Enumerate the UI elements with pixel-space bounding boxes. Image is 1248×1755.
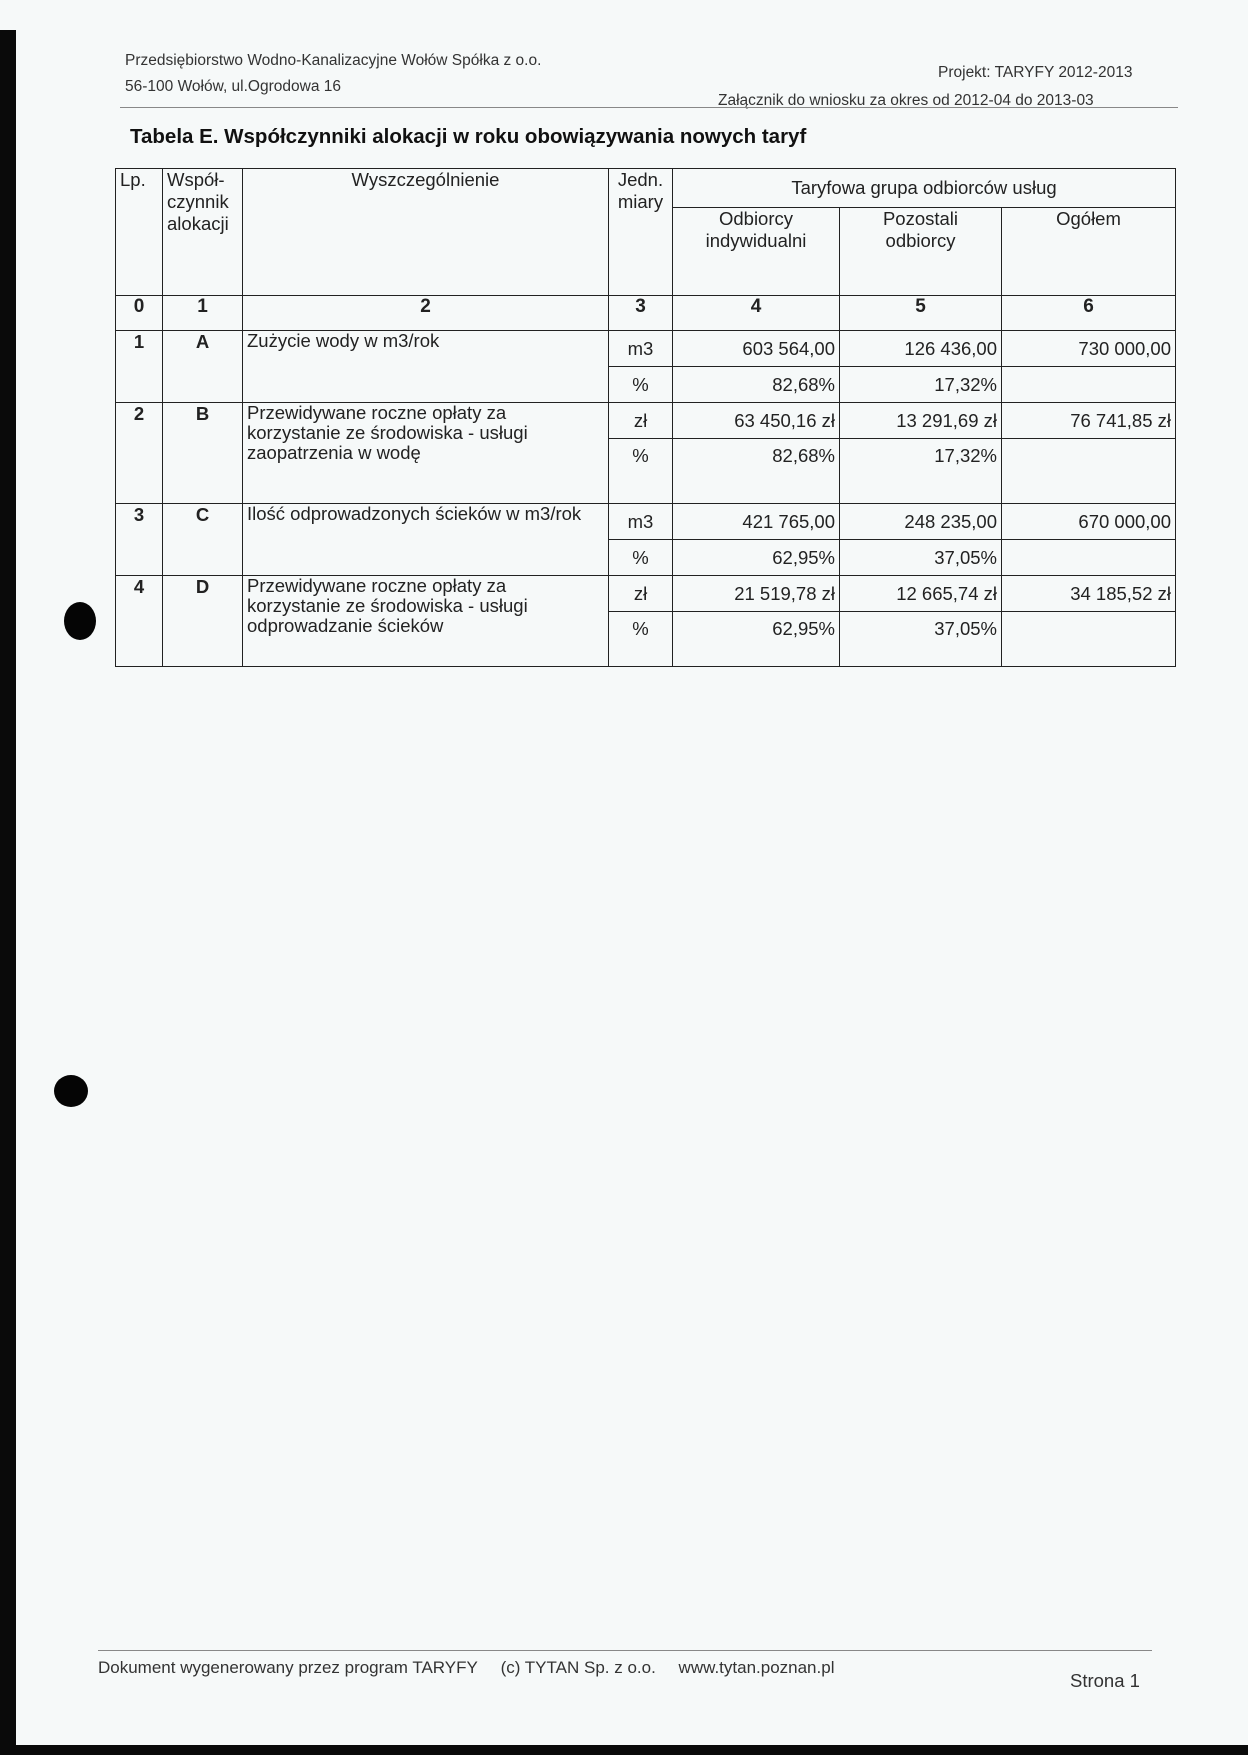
header-other: Pozostali odbiorcy: [840, 208, 1002, 296]
row-unit: zł: [609, 403, 673, 439]
punch-hole: [64, 602, 96, 640]
attachment-label: Załącznik do wniosku za okres od 2012-04 do 2013-03: [718, 92, 1094, 109]
value-individual: 82,68%: [673, 439, 840, 504]
row-unit: m3: [609, 504, 673, 540]
footer: [98, 1658, 852, 1678]
value-other: 126 436,00: [840, 331, 1002, 367]
row-lp: 3: [116, 504, 163, 576]
allocation-table: [115, 168, 1176, 667]
value-total: [1002, 612, 1176, 667]
col-index: 2: [243, 296, 609, 331]
header-individual: Odbiorcy indywidualni: [673, 208, 840, 296]
col-index: 4: [673, 296, 840, 331]
value-individual: 62,95%: [673, 612, 840, 667]
footer-website: www.tytan.poznan.pl: [678, 1658, 835, 1677]
row-unit: %: [609, 367, 673, 403]
column-index-row: [116, 296, 1176, 331]
page-number: Strona 1: [1070, 1670, 1140, 1691]
row-unit: %: [609, 439, 673, 504]
value-total: [1002, 367, 1176, 403]
value-total: [1002, 439, 1176, 504]
value-other: 248 235,00: [840, 504, 1002, 540]
value-individual: 421 765,00: [673, 504, 840, 540]
footer-generated: Dokument wygenerowany przez program TARYFY: [98, 1658, 478, 1677]
value-other: 17,32%: [840, 367, 1002, 403]
value-individual: 21 519,78 zł: [673, 576, 840, 612]
row-description: Ilość odprowadzonych ścieków w m3/rok: [243, 504, 609, 576]
row-lp: 1: [116, 331, 163, 403]
value-other: 37,05%: [840, 540, 1002, 576]
header-unit: Jedn. miary: [609, 169, 673, 296]
header-coefficient: Współ- czynnik alokacji: [163, 169, 243, 296]
footer-copyright: (c) TYTAN Sp. z o.o.: [500, 1658, 656, 1677]
col-index: 0: [116, 296, 163, 331]
value-other: 37,05%: [840, 612, 1002, 667]
row-unit: zł: [609, 576, 673, 612]
footer-rule: [98, 1650, 1152, 1651]
value-total: 34 185,52 zł: [1002, 576, 1176, 612]
row-description: Zużycie wody w m3/rok: [243, 331, 609, 403]
header-lp: Lp.: [116, 169, 163, 296]
row-unit: %: [609, 612, 673, 667]
value-total: 670 000,00: [1002, 504, 1176, 540]
header-row: [116, 169, 1176, 208]
row-coefficient: C: [163, 504, 243, 576]
col-index: 3: [609, 296, 673, 331]
value-total: 730 000,00: [1002, 331, 1176, 367]
header-specification: Wyszczególnienie: [243, 169, 609, 296]
project-label: Projekt: TARYFY 2012-2013: [938, 64, 1133, 81]
header-rule: [120, 107, 1178, 108]
scan-border-left: [0, 30, 16, 1755]
row-description: Przewidywane roczne opłaty za korzystanie ze środowiska - usługi zaopatrzenia w wodę: [243, 403, 609, 504]
col-index: 5: [840, 296, 1002, 331]
table-title: Tabela E. Współczynniki alokacji w roku obowiązywania nowych taryf: [130, 125, 807, 148]
value-individual: 603 564,00: [673, 331, 840, 367]
value-individual: 62,95%: [673, 540, 840, 576]
row-coefficient: B: [163, 403, 243, 504]
table-row: [116, 504, 1176, 540]
row-coefficient: D: [163, 576, 243, 667]
row-description: Przewidywane roczne opłaty za korzystanie ze środowiska - usługi odprowadzanie ścieków: [243, 576, 609, 667]
header-tariff-group: Taryfowa grupa odbiorców usług: [673, 169, 1176, 208]
row-unit: m3: [609, 331, 673, 367]
table-row: [116, 331, 1176, 367]
col-index: 1: [163, 296, 243, 331]
value-individual: 82,68%: [673, 367, 840, 403]
punch-hole: [54, 1075, 88, 1107]
col-index: 6: [1002, 296, 1176, 331]
row-coefficient: A: [163, 331, 243, 403]
company-name: Przedsiębiorstwo Wodno-Kanalizacyjne Wołów Spółka z o.o.: [125, 52, 542, 69]
table-row: [116, 576, 1176, 612]
header-total: Ogółem: [1002, 208, 1176, 296]
value-other: 12 665,74 zł: [840, 576, 1002, 612]
company-address: 56-100 Wołów, ul.Ogrodowa 16: [125, 78, 341, 95]
value-total: 76 741,85 zł: [1002, 403, 1176, 439]
row-unit: %: [609, 540, 673, 576]
value-individual: 63 450,16 zł: [673, 403, 840, 439]
row-lp: 2: [116, 403, 163, 504]
value-other: 17,32%: [840, 439, 1002, 504]
scan-border-bottom: [0, 1745, 1248, 1755]
value-total: [1002, 540, 1176, 576]
row-lp: 4: [116, 576, 163, 667]
table-row: [116, 403, 1176, 439]
value-other: 13 291,69 zł: [840, 403, 1002, 439]
